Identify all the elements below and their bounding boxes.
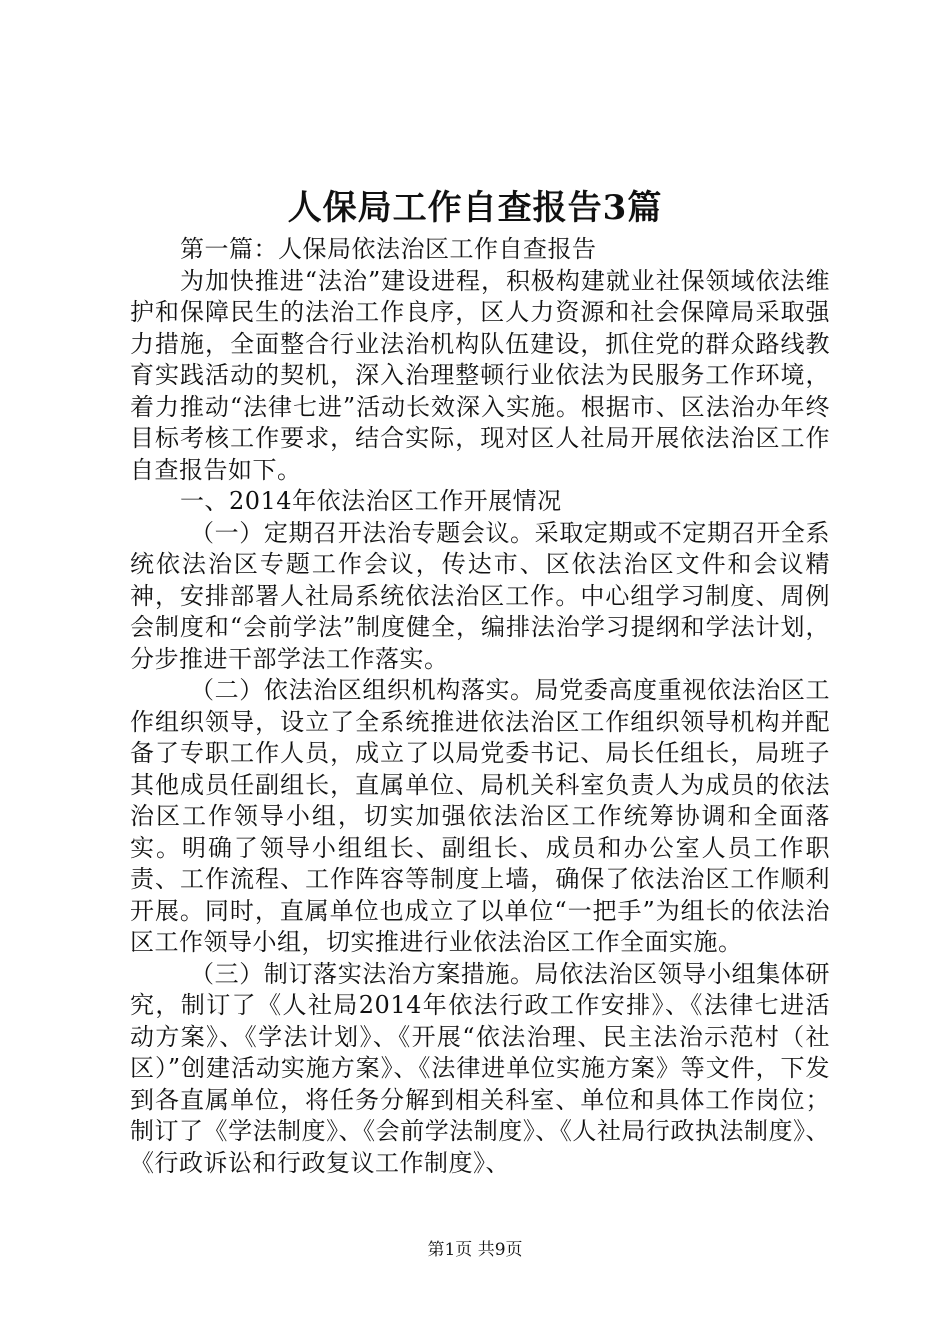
document-body (130, 234, 830, 1179)
section-heading: 第一篇：人保局依法治区工作自查报告 (180, 235, 597, 263)
body-paragraph: （三）制订落实法治方案措施。局依法治区领导小组集体研究，制订了《人社局2014年依法行政工作安排》、《法律七进活动方案》、《学法计划》、《开展“依法治理、民主法治示范村（社区）”创建活动实施方案》、《法律进单位实施方案》等文件，下发到各直属单位，将任务分解到相关科室、单位和具体工作岗位；制订了《学法制度》、《会前学法制度》、《人社局行政执法制度》、《行政诉讼和行政复议工作制度》、 (130, 959, 830, 1177)
section-heading: 一、2014年依法治区工作开展情况 (180, 487, 562, 515)
body-paragraph: （一）定期召开法治专题会议。采取定期或不定期召开全系统依法治区专题工作会议，传达市、区依法治区文件和会议精神，安排部署人社局系统依法治区工作。中心组学习制度、周例会制度和“会前学法”制度健全，编排法治学习提纲和学法计划，分步推进干部学法工作落实。 (130, 518, 830, 673)
page-number-footer: 第1页 共9页 (427, 1240, 523, 1260)
body-paragraph: （二）依法治区组织机构落实。局党委高度重视依法治区工作组织领导，设立了全系统推进依法治区工作组织领导机构并配备了专职工作人员，成立了以局党委书记、局长任组长，局班子其他成员任副组长，直属单位、局机关科室负责人为成员的依法治区工作领导小组，切实加强依法治区工作统筹协调和全面落实。明确了领导小组组长、副组长、成员和办公室人员工作职责、工作流程、工作阵容等制度上墙，确保了依法治区工作顺利开展。同时，直属单位也成立了以单位“一把手”为组长的依法治区工作领导小组，切实推进行业依法治区工作全面实施。 (130, 676, 830, 956)
body-paragraph: 为加快推进“法治”建设进程，积极构建就业社保领域依法维护和保障民生的法治工作良序，区人力资源和社会保障局采取强力措施，全面整合行业法治机构队伍建设，抓住党的群众路线教育实践活动的契机，深入治理整顿行业依法为民服务工作环境，着力推动“法律七进”活动长效深入实施。根据市、区法治办年终目标考核工作要求，结合实际，现对区人社局开展依法治区工作自查报告如下。 (130, 266, 830, 484)
document-title: 人保局工作自查报告3篇 (287, 188, 663, 228)
